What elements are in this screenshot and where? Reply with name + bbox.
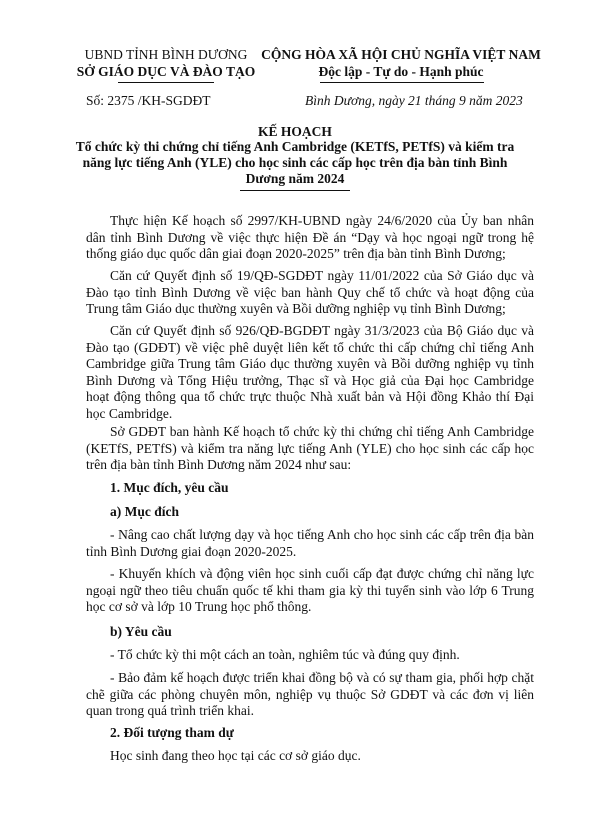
org-line-2: SỞ GIÁO DỤC VÀ ĐÀO TẠO (76, 64, 256, 79)
issuing-authority (60, 46, 272, 80)
paragraph-9: Học sinh đang theo học tại các cơ sở giáo dục. (110, 748, 361, 763)
paragraph-3: Căn cứ Quyết định số 926/QĐ-BGDĐT ngày 31/3/2023 của Bộ Giáo dục và Đào tạo (GDĐT) về việc phê duyệt liên kết tổ chức thi cấp chứng chỉ tiếng Anh Cambridge giữa Trung tâm Giáo dục thường xuyên và Bồi dưỡng nghiệp vụ tỉnh Bình Dương và Tổng Hiệu trưởng, Thạc sĩ và Học giả của Đại học Cambridge hoạt động thông qua tổ chức trực thuộc Nhà xuất bản và Hội đồng Khảo thí Đại học Cambridge. (86, 323, 534, 421)
motto-underline (320, 82, 484, 83)
document-number: Số: 2375 /KH-SGDĐT (86, 93, 211, 108)
subject-underline (240, 190, 350, 191)
document-subject: Tổ chức kỳ thi chứng chỉ tiếng Anh Cambridge (KETfS, PETfS) và kiểm tra năng lực tiếng Anh (YLE) cho học sinh các cấp học trên địa bàn tỉnh Bình Dương năm 2024 (75, 139, 515, 186)
paragraph-4: Sở GDĐT ban hành Kế hoạch tổ chức kỳ thi chứng chỉ tiếng Anh Cambridge (KETfS, PETfS) và kiểm tra năng lực tiếng Anh (YLE) cho học sinh các cấp học trên địa bàn tỉnh Bình Dương năm 2024 như sau: (86, 424, 534, 472)
paragraph-5: - Nâng cao chất lượng dạy và học tiếng Anh cho học sinh các cấp trên địa bàn tỉnh Bình Dương giai đoạn 2020-2025. (86, 527, 534, 559)
document-type-title: KẾ HOẠCH (258, 124, 332, 139)
nation-line-1: CỘNG HÒA XÃ HỘI CHỦ NGHĨA VIỆT NAM (261, 47, 541, 62)
document-date: Bình Dương, ngày 21 tháng 9 năm 2023 (305, 93, 523, 108)
nation-motto: Độc lập - Tự do - Hạnh phúc (318, 64, 484, 79)
subsection-heading-a: a) Mục đích (110, 504, 179, 519)
paragraph-2: Căn cứ Quyết định số 19/QĐ-SGDĐT ngày 11/01/2022 của Sở Giáo dục và Đào tạo tỉnh Bình Dương về việc ban hành Quy chế tổ chức và hoạt động của Trung tâm Giáo dục thường xuyên và Bồi dưỡng nghiệp vụ tỉnh Bình Dương; (86, 268, 534, 316)
national-header (256, 46, 546, 80)
org-underline (118, 82, 214, 83)
paragraph-7: - Tổ chức kỳ thi một cách an toàn, nghiêm túc và đúng quy định. (110, 647, 460, 662)
paragraph-8: - Bảo đảm kế hoạch được triển khai đồng bộ và có sự tham gia, phối hợp chặt chẽ giữa các phòng chuyên môn, nghiệp vụ thuộc Sở GDĐT và các đơn vị liên quan trong quá trình triển khai. (86, 670, 534, 718)
org-line-1: UBND TỈNH BÌNH DƯƠNG (84, 47, 248, 62)
section-heading-2: 2. Đối tượng tham dự (110, 725, 234, 740)
subsection-heading-b: b) Yêu cầu (110, 624, 172, 639)
paragraph-1: Thực hiện Kế hoạch số 2997/KH-UBND ngày 24/6/2020 của Ủy ban nhân dân tỉnh Bình Dương về việc thực hiện Đề án “Dạy và học ngoại ngữ trong hệ thống giáo dục quốc dân giai đoạn 2020-2025” trên địa bàn tỉnh Bình Dương; (86, 213, 534, 261)
section-heading-1: 1. Mục đích, yêu cầu (110, 480, 229, 495)
paragraph-6: - Khuyến khích và động viên học sinh cuối cấp đạt được chứng chỉ năng lực ngoại ngữ theo tiêu chuẩn quốc tế khi tham gia kỳ thi tuyển sinh vào lớp 6 Trung học cơ sở và lớp 10 Trung học phổ thông. (86, 566, 534, 614)
